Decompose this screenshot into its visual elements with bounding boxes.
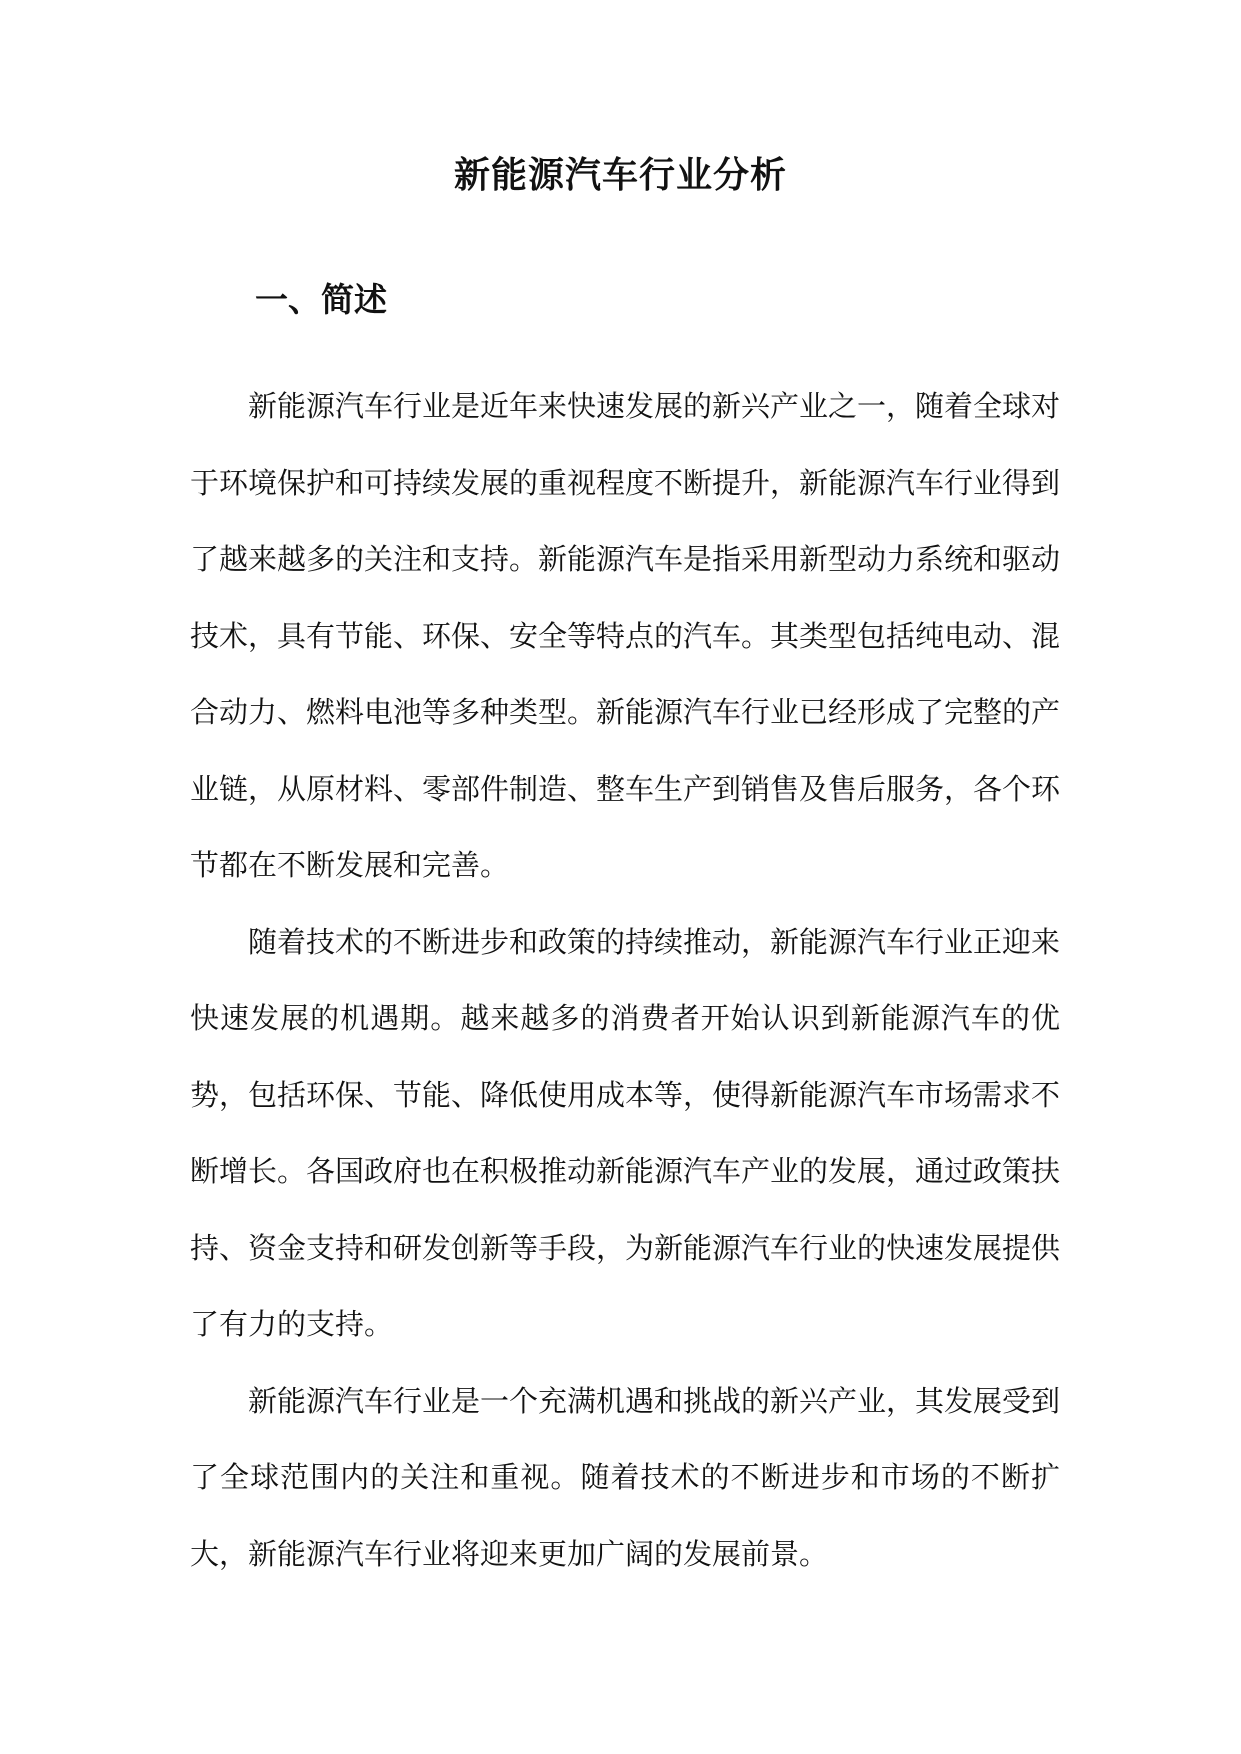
section-heading: 一、简述 <box>255 280 387 319</box>
document-title: 新能源汽车行业分析 <box>453 154 787 196</box>
paragraph-1: 新能源汽车行业是近年来快速发展的新兴产业之一，随着全球对于环境保护和可持续发展的重视程度不断提升，新能源汽车行业得到了越来越多的关注和支持。新能源汽车是指采用新型动力系统和驱动技术，具有节能、环保、安全等特点的汽车。其类型包括纯电动、混合动力、燃料电池等多种类型。新能源汽车行业已经形成了完整的产业链，从原材料、零部件制造、整车生产到销售及售后服务，各个环节都在不断发展和完善。 <box>190 389 1061 882</box>
paragraph-2: 随着技术的不断进步和政策的持续推动，新能源汽车行业正迎来快速发展的机遇期。越来越多的消费者开始认识到新能源汽车的优势，包括环保、节能、降低使用成本等，使得新能源汽车市场需求不断增长。各国政府也在积极推动新能源汽车产业的发展，通过政策扶持、资金支持和研发创新等手段，为新能源汽车行业的快速发展提供了有力的支持。 <box>190 924 1061 1341</box>
section-body <box>190 368 1060 1592</box>
paragraph-3: 新能源汽车行业是一个充满机遇和挑战的新兴产业，其发展受到了全球范围内的关注和重视。随着技术的不断进步和市场的不断扩大，新能源汽车行业将迎来更加广阔的发展前景。 <box>190 1383 1061 1571</box>
